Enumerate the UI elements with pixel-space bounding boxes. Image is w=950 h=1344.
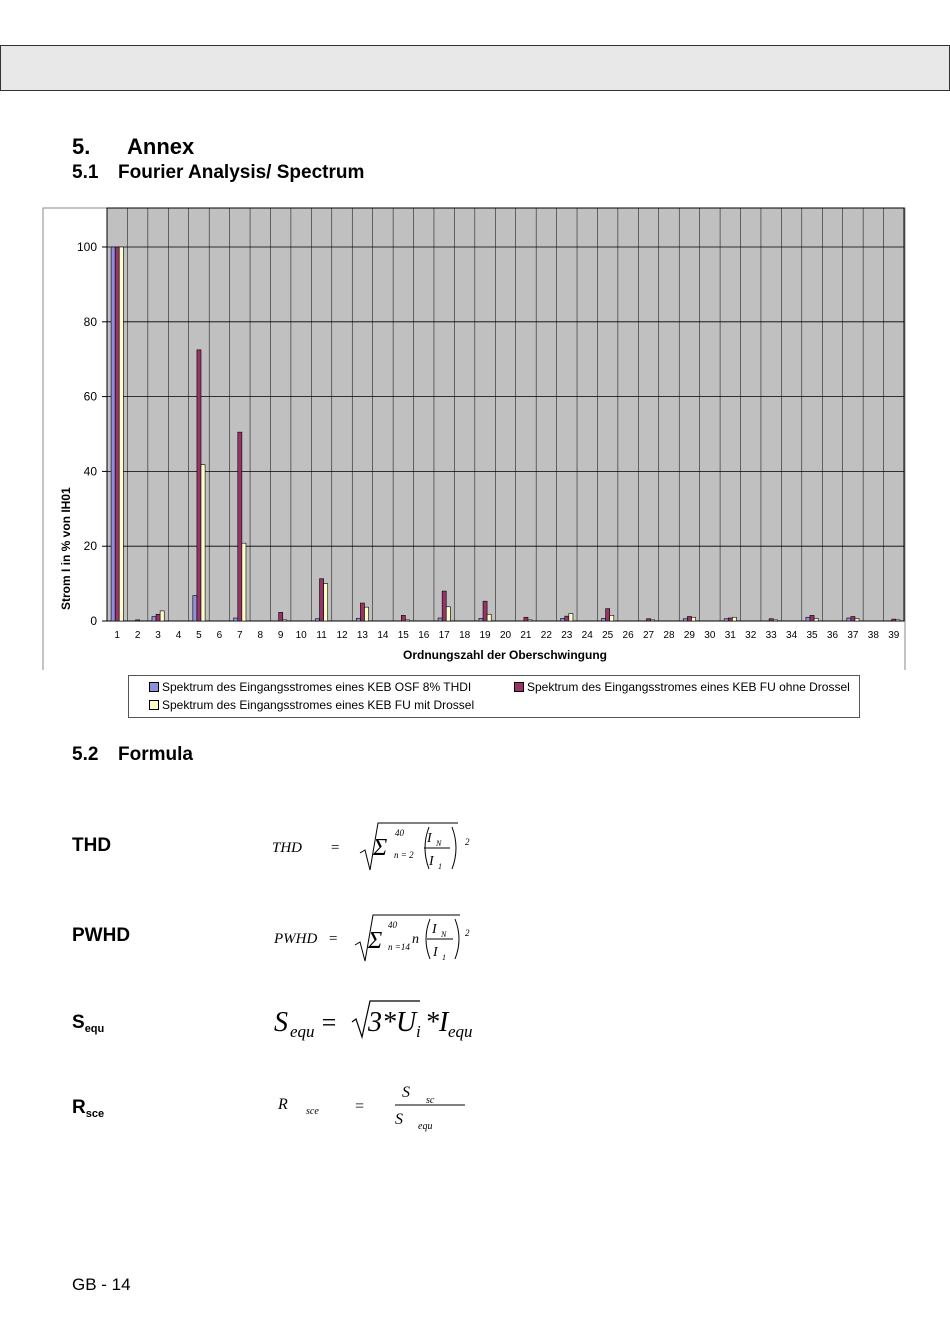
rsce-formula — [260, 1078, 480, 1138]
bar — [728, 618, 732, 621]
page-number: GB - 14 — [72, 1275, 131, 1294]
thd-equals: = — [330, 840, 341, 856]
bar — [479, 618, 483, 621]
rsce-numerator: S — [402, 1084, 410, 1101]
bar — [683, 619, 687, 621]
bar — [769, 619, 773, 621]
pwhd-lower-limit: n =14 — [388, 942, 410, 952]
bar — [851, 617, 855, 621]
sequ-radicand-sub: i — [416, 1022, 421, 1041]
bar — [401, 615, 405, 621]
bar — [238, 432, 242, 621]
bar — [152, 617, 156, 621]
bar — [279, 612, 283, 621]
y-tick-label: 0 — [90, 614, 97, 628]
pwhd-numerator-sub: N — [441, 930, 447, 939]
y-tick-label: 20 — [83, 539, 97, 554]
bar — [324, 584, 328, 621]
bar — [356, 618, 360, 621]
x-tick-label: 37 — [847, 630, 859, 641]
sequ-label — [72, 1012, 104, 1035]
y-axis-label: Strom I in % von IH01 — [59, 487, 73, 610]
x-tick-label: 36 — [826, 630, 839, 641]
bar — [773, 620, 777, 621]
x-tick-label: 13 — [356, 630, 369, 641]
rsce-label-main: R — [72, 1097, 86, 1118]
sequ-label-sub: equ — [84, 1023, 105, 1035]
bar — [606, 609, 610, 621]
bar — [483, 601, 487, 621]
bar — [115, 247, 119, 621]
bar — [724, 619, 728, 621]
y-tick-label: 80 — [83, 314, 97, 329]
x-tick-label: 17 — [438, 630, 450, 641]
thd-upper-limit: 40 — [395, 828, 404, 838]
thd-denominator-sub: 1 — [438, 862, 442, 871]
pwhd-right-paren — [455, 919, 459, 959]
bar — [651, 620, 655, 621]
bar — [565, 616, 569, 621]
rsce-denominator: S — [395, 1111, 403, 1128]
bar — [111, 247, 115, 621]
pwhd-upper-limit: 40 — [388, 920, 397, 930]
heading-fourier-title: Fourier Analysis/ Spectrum — [118, 162, 365, 183]
x-tick-label: 3 — [155, 630, 161, 641]
x-axis-label: Ordnungszahl der Oberschwingung — [402, 648, 608, 662]
sequ-formula — [260, 995, 490, 1045]
plot-area — [107, 208, 904, 621]
thd-lhs: THD — [272, 840, 303, 856]
x-tick-label: 7 — [237, 630, 243, 641]
bar — [732, 617, 736, 621]
y-tick-label: 40 — [83, 464, 97, 479]
x-tick-label: 5 — [196, 630, 202, 641]
legend-item-osf — [149, 680, 471, 694]
x-tick-label: 26 — [622, 630, 634, 641]
legend-label-ohne-drossel: Spektrum des Eingangsstromes eines KEB FU ohne Drossel — [527, 680, 850, 694]
bar — [687, 617, 691, 621]
thd-numerator-sub: N — [436, 839, 442, 848]
bar — [136, 620, 140, 621]
header-band — [0, 45, 950, 91]
x-tick-label: 15 — [397, 630, 409, 641]
bar — [855, 618, 859, 621]
rsce-equals: = — [354, 1098, 365, 1115]
pwhd-formula — [260, 908, 490, 968]
x-tick-label: 20 — [499, 630, 512, 641]
pwhd-factor: n — [412, 932, 419, 947]
bar — [814, 618, 818, 621]
pwhd-label: PWHD — [72, 925, 131, 946]
x-tick-label: 12 — [336, 630, 348, 641]
bar — [119, 247, 123, 621]
x-tick-label: 14 — [377, 630, 389, 641]
x-tick-label: 10 — [295, 630, 307, 641]
bar — [561, 618, 565, 621]
pwhd-sum-sign: Σ — [368, 928, 383, 954]
x-tick-label: 30 — [704, 630, 716, 641]
x-tick-label: 39 — [888, 630, 900, 641]
legend-swatch-osf — [149, 682, 159, 692]
bar — [487, 614, 491, 621]
x-tick-label: 22 — [540, 630, 552, 641]
bar — [569, 614, 573, 621]
sequ-lhs-sub: equ — [290, 1022, 315, 1041]
sequ-radicand: 3*U — [368, 1007, 417, 1038]
legend-label-mit-drossel: Spektrum des Eingangsstromes eines KEB FU mit Drossel — [162, 698, 475, 712]
x-tick-label: 6 — [216, 630, 223, 641]
y-tick-label: 100 — [76, 240, 97, 254]
x-tick-label: 1 — [114, 630, 120, 641]
x-tick-label: 4 — [175, 630, 182, 641]
bar — [847, 618, 851, 621]
x-tick-label: 35 — [806, 630, 818, 641]
rsce-denominator-sub: equ — [418, 1121, 433, 1132]
sequ-tail: *I — [425, 1007, 449, 1038]
bar — [438, 618, 442, 621]
x-tick-label: 34 — [786, 630, 798, 641]
heading-formula-title: Formula — [118, 744, 193, 765]
legend-item-ohne-drossel — [514, 680, 850, 694]
x-tick-label: 31 — [724, 630, 736, 641]
x-tick-label: 27 — [642, 630, 655, 641]
bar — [892, 619, 896, 621]
heading-fourier-number: 5.1 — [72, 162, 99, 183]
x-tick-label: 23 — [561, 630, 573, 641]
thd-lower-limit: n = 2 — [394, 850, 414, 860]
x-tick-label: 25 — [602, 630, 614, 641]
bar — [647, 619, 651, 621]
bar — [320, 579, 324, 621]
bar — [315, 619, 319, 621]
bar — [442, 591, 446, 621]
x-tick-label: 32 — [745, 630, 757, 641]
pwhd-denominator-sub: 1 — [442, 953, 446, 962]
pwhd-equals: = — [328, 931, 339, 947]
section-number: 5. — [72, 134, 91, 159]
thd-right-paren — [452, 827, 456, 869]
thd-power: 2 — [465, 837, 470, 847]
pwhd-power: 2 — [465, 928, 470, 938]
x-tick-label: 38 — [867, 630, 879, 641]
thd-denominator: I — [429, 854, 434, 869]
bar — [610, 615, 614, 621]
legend-swatch-ohne-drossel — [514, 682, 524, 692]
x-tick-label: 33 — [765, 630, 777, 641]
bar — [283, 620, 287, 621]
thd-label: THD — [72, 835, 112, 856]
bar — [242, 543, 246, 621]
rsce-lhs: R — [278, 1096, 288, 1113]
legend-swatch-mit-drossel — [149, 700, 159, 710]
x-tick-label: 8 — [257, 630, 264, 641]
bar — [602, 618, 606, 621]
sequ-tail-sub: equ — [448, 1022, 473, 1041]
bar — [193, 596, 197, 621]
x-tick-label: 9 — [277, 630, 284, 641]
x-tick-label: 29 — [683, 630, 695, 641]
rsce-lhs-sub: sce — [306, 1106, 319, 1117]
rsce-label-sub: sce — [85, 1108, 105, 1120]
bar — [528, 620, 532, 621]
bar — [234, 618, 238, 621]
bar — [201, 465, 205, 621]
legend-item-mit-drossel — [149, 698, 474, 712]
heading-formula-number: 5.2 — [72, 744, 99, 765]
x-tick-label: 2 — [134, 630, 141, 641]
rsce-numerator-sub: sc — [426, 1095, 435, 1106]
x-tick-label: 24 — [581, 630, 593, 641]
bar — [524, 617, 528, 621]
sequ-label-main: S — [72, 1012, 85, 1033]
thd-numerator: I — [427, 831, 432, 846]
y-tick-label: 60 — [83, 389, 97, 404]
spectrum-chart — [0, 195, 950, 670]
bar — [197, 350, 201, 621]
legend-label-osf: Spektrum des Eingangsstromes eines KEB OSF 8% THDI — [162, 680, 472, 694]
thd-formula — [260, 815, 480, 877]
bar — [691, 617, 695, 621]
sequ-equals: = — [320, 1008, 338, 1037]
bar — [896, 620, 900, 621]
x-tick-label: 16 — [418, 630, 430, 641]
pwhd-lhs: PWHD — [274, 931, 318, 947]
bar — [810, 615, 814, 621]
section-title: Annex — [127, 134, 195, 159]
sequ-lhs: S — [274, 1007, 288, 1038]
bar — [160, 611, 164, 621]
thd-sum-sign: Σ — [373, 835, 388, 861]
x-tick-label: 21 — [520, 630, 532, 641]
x-tick-label: 11 — [316, 630, 327, 641]
bar — [156, 614, 160, 621]
heading-formula — [72, 744, 193, 766]
page-title — [72, 134, 194, 160]
bar — [806, 617, 810, 621]
pwhd-numerator: I — [432, 922, 437, 937]
bar — [364, 607, 368, 621]
chart-legend — [128, 675, 860, 718]
pwhd-denominator: I — [433, 945, 438, 960]
heading-fourier — [72, 162, 364, 184]
x-tick-label: 28 — [663, 630, 675, 641]
x-tick-label: 18 — [459, 630, 471, 641]
bar — [446, 607, 450, 621]
bar — [360, 603, 364, 621]
rsce-label — [72, 1097, 104, 1120]
bar — [405, 620, 409, 621]
x-tick-label: 19 — [479, 630, 491, 641]
